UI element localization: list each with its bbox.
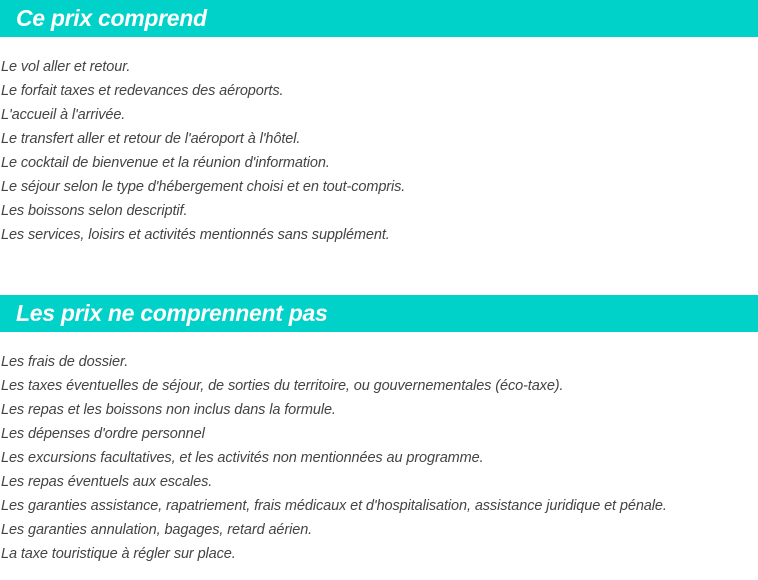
included-list <box>0 37 758 247</box>
excluded-item: La taxe touristique à régler sur place. <box>1 546 236 562</box>
included-item: Le cocktail de bienvenue et la réunion d'information. <box>1 155 330 171</box>
excluded-item: Les repas éventuels aux escales. <box>1 474 213 490</box>
excluded-item: Les garanties annulation, bagages, retard aérien. <box>1 522 313 538</box>
excluded-header <box>0 295 758 332</box>
included-section <box>0 0 758 247</box>
excluded-item: Les garanties assistance, rapatriement, frais médicaux et d'hospitalisation, assistance juridique et pénale. <box>1 498 667 514</box>
included-item: Les services, loisirs et activités mentionnés sans supplément. <box>1 227 390 243</box>
included-title: Ce prix comprend <box>16 5 207 31</box>
excluded-item: Les excursions facultatives, et les activités non mentionnées au programme. <box>1 450 484 466</box>
excluded-list <box>0 332 758 566</box>
included-item: Le transfert aller et retour de l'aéroport à l'hôtel. <box>1 131 301 147</box>
included-item: L'accueil à l'arrivée. <box>1 107 126 123</box>
included-item: Le vol aller et retour. <box>1 59 131 75</box>
excluded-item: Les taxes éventuelles de séjour, de sorties du territoire, ou gouvernementales (éco-taxe). <box>1 378 564 394</box>
excluded-section <box>0 295 758 566</box>
excluded-item: Les frais de dossier. <box>1 354 129 370</box>
included-header <box>0 0 758 37</box>
excluded-title: Les prix ne comprennent pas <box>16 300 328 326</box>
included-item: Le séjour selon le type d'hébergement choisi et en tout-compris. <box>1 179 406 195</box>
included-item: Les boissons selon descriptif. <box>1 203 188 219</box>
excluded-item: Les repas et les boissons non inclus dans la formule. <box>1 402 336 418</box>
included-item: Le forfait taxes et redevances des aéroports. <box>1 83 284 99</box>
excluded-item: Les dépenses d'ordre personnel <box>1 426 205 442</box>
